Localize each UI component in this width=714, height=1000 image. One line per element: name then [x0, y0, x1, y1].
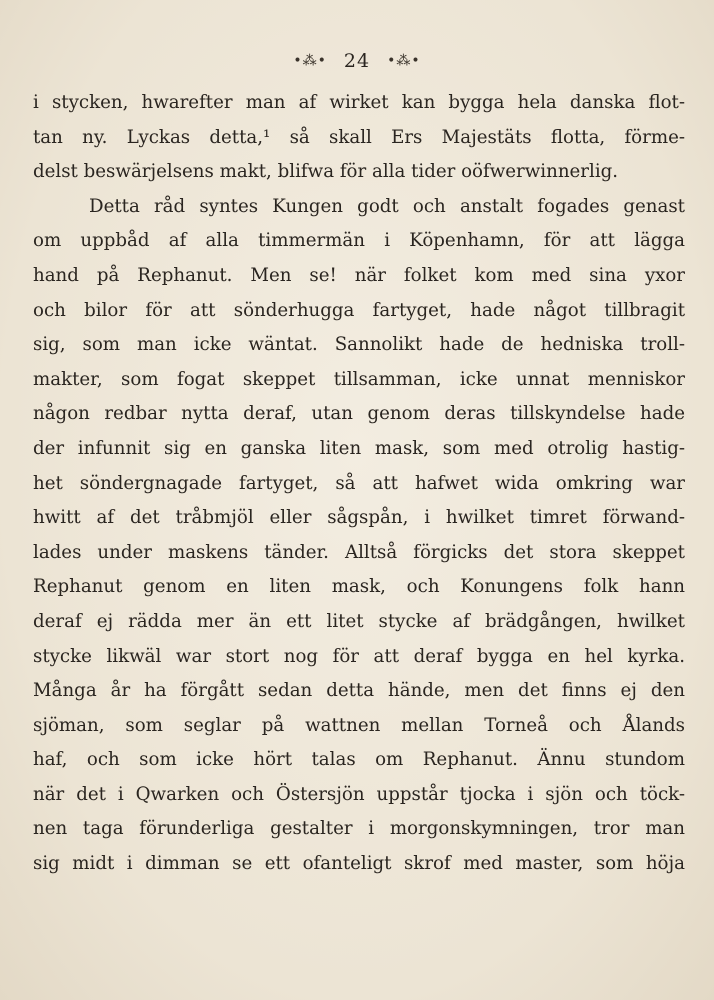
- text-line: hand på Rephanut. Men se! när folket kom med sina yxor: [33, 264, 685, 286]
- text-line: lades under maskens tänder. Alltså förgicks det stora skeppet: [33, 541, 685, 563]
- right-ornament: •⁂•: [387, 53, 421, 69]
- text-line: hwitt af det tråbmjöl eller sågspån, i hwilket timret förwand-: [33, 507, 685, 529]
- text-line: i stycken, hwarefter man af wirket kan bygga hela danska flot-: [33, 92, 685, 113]
- text-line: haf, och som icke hört talas om Rephanut. Ännu stundom: [33, 749, 685, 771]
- page-number: 24: [343, 50, 371, 72]
- body-text: [33, 86, 685, 882]
- text-line: någon redbar nytta deraf, utan genom deras tillskyndelse hade: [33, 403, 685, 425]
- text-line: nen taga förunderliga gestalter i morgonskymningen, tror man: [33, 818, 685, 840]
- left-ornament: •⁂•: [293, 53, 327, 69]
- text-line: stycke likwäl war stort nog för att deraf bygga en hel kyrka.: [33, 645, 685, 667]
- text-line: Många år ha förgått sedan detta hände, men det finns ej den: [33, 680, 685, 702]
- text-line: och bilor för att sönderhugga fartyget, hade något tillbragit: [33, 299, 685, 321]
- text-line: tan ny. Lyckas detta,¹ så skall Ers Majestäts flotta, förme-: [33, 126, 685, 148]
- text-line: när det i Qwarken och Östersjön uppstår tjocka i sjön och töck-: [33, 783, 685, 805]
- text-line: sig midt i dimman se ett ofanteligt skrof med master, som höja: [33, 853, 685, 875]
- text-line: delst beswärjelsens makt, blifwa för alla tider oöfwerwinnerlig.: [33, 161, 619, 183]
- text-line: deraf ej rädda mer än ett litet stycke af brädgången, hwilket: [33, 610, 685, 632]
- page-header: [0, 50, 714, 72]
- text-line: Rephanut genom en liten mask, och Konungens folk hann: [33, 576, 685, 598]
- paragraph-first-line: Detta råd syntes Kungen godt och anstalt fogades genast: [89, 195, 685, 217]
- text-line: makter, som fogat skeppet tillsamman, icke unnat menniskor: [33, 368, 685, 390]
- text-line: sig, som man icke wäntat. Sannolikt hade de hedniska troll-: [33, 334, 685, 356]
- text-line: het söndergnagade fartyget, så att hafwet wida omkring war: [33, 472, 685, 494]
- text-line: sjöman, som seglar på wattnen mellan Torneå och Ålands: [33, 714, 685, 736]
- text-line: der infunnit sig en ganska liten mask, som med otrolig hastig-: [33, 437, 685, 459]
- text-line: om uppbåd af alla timmermän i Köpenhamn, för att lägga: [33, 230, 685, 252]
